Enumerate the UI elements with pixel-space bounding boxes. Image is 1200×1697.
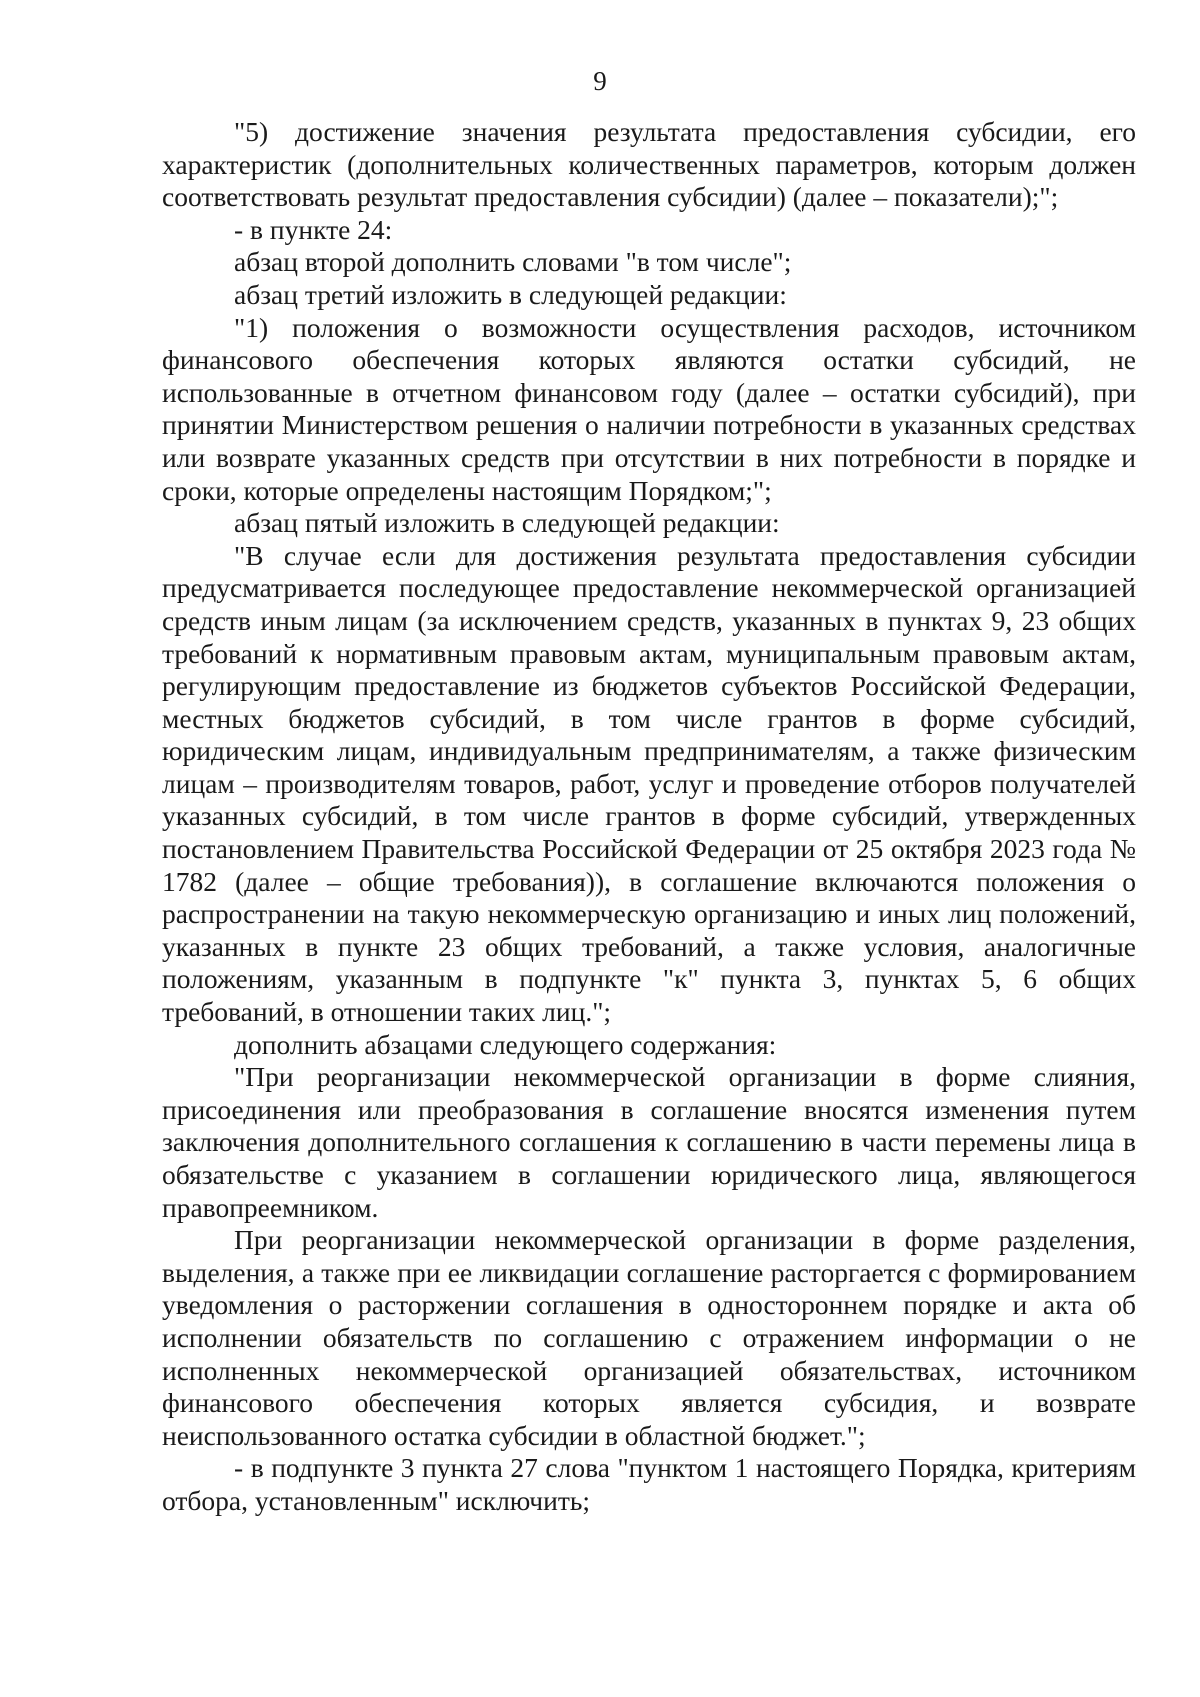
paragraph: - в подпункте 3 пункта 27 слова "пунктом 1 настоящего Порядка, критериям отбора, установленным" исключить; (162, 1452, 1136, 1516)
paragraph: абзац третий изложить в следующей редакции: (234, 278, 787, 310)
paragraph: - в пункте 24: (234, 213, 393, 245)
page-number: 9 (593, 66, 607, 96)
paragraph: "При реорганизации некоммерческой организации в форме слияния, присоединения или преобразования в соглашение вносятся изменения путем заключения дополнительного соглашения к соглашению в части перемены лица в обязательстве с указанием в соглашении юридического лица, являющегося правопреемником. (162, 1061, 1136, 1223)
paragraph: абзац второй дополнить словами "в том числе"; (234, 246, 792, 278)
paragraph: "1) положения о возможности осуществления расходов, источником финансового обеспечения которых являются остатки субсидий, не использованные в отчетном финансовом году (далее – остатки субсидий), при принятии Министерством решения о наличии потребности в указанных средствах или возврате указанных средств при отсутствии в них потребности в порядке и сроки, которые определены настоящим Порядком;"; (162, 311, 1136, 506)
paragraph: При реорганизации некоммерческой организации в форме разделения, выделения, а также при ее ликвидации соглашение расторгается с формированием уведомления о расторжении соглашения в одностороннем порядке и акта об исполнении обязательств по соглашению с отражением информации о не исполненных некоммерческой организацией обязательствах, источником финансового обеспечения которых является субсидия, и возврате неиспользованного остатка субсидии в областной бюджет."; (162, 1224, 1136, 1451)
paragraph: дополнить абзацами следующего содержания: (234, 1028, 777, 1060)
paragraph: "5) достижение значения результата предоставления субсидии, его характеристик (дополнительных количественных параметров, которым должен соответствовать результат предоставления субсидии) (далее – показатели);"; (162, 116, 1136, 213)
document-body (162, 116, 1136, 1518)
paragraph: "В случае если для достижения результата предоставления субсидии предусматривается последующее предоставление некоммерческой организацией средств иным лицам (за исключением средств, указанных в пунктах 9, 23 общих требований к нормативным правовым актам, муниципальным правовым актам, регулирующим предоставление из бюджетов субъектов Российской Федерации, местных бюджетов субсидий, в том числе грантов в форме субсидий, юридическим лицам, индивидуальным предпринимателям, а также физическим лицам – производителям товаров, работ, услуг и проведение отборов получателей указанных субсидий, в том числе грантов в форме субсидий, утвержденных постановлением Правительства Российской Федерации от 25 октября 2023 года № 1782 (далее – общие требования)), в соглашение включаются положения о распространении на такую некоммерческую организацию и иных лиц положений, указанных в пункте 23 общих требований, а также условия, аналогичные положениям, указанным в подпункте "к" пункта 3, пунктах 5, 6 общих требований, в отношении таких лиц."; (162, 539, 1136, 1028)
paragraph: абзац пятый изложить в следующей редакции: (234, 507, 780, 539)
